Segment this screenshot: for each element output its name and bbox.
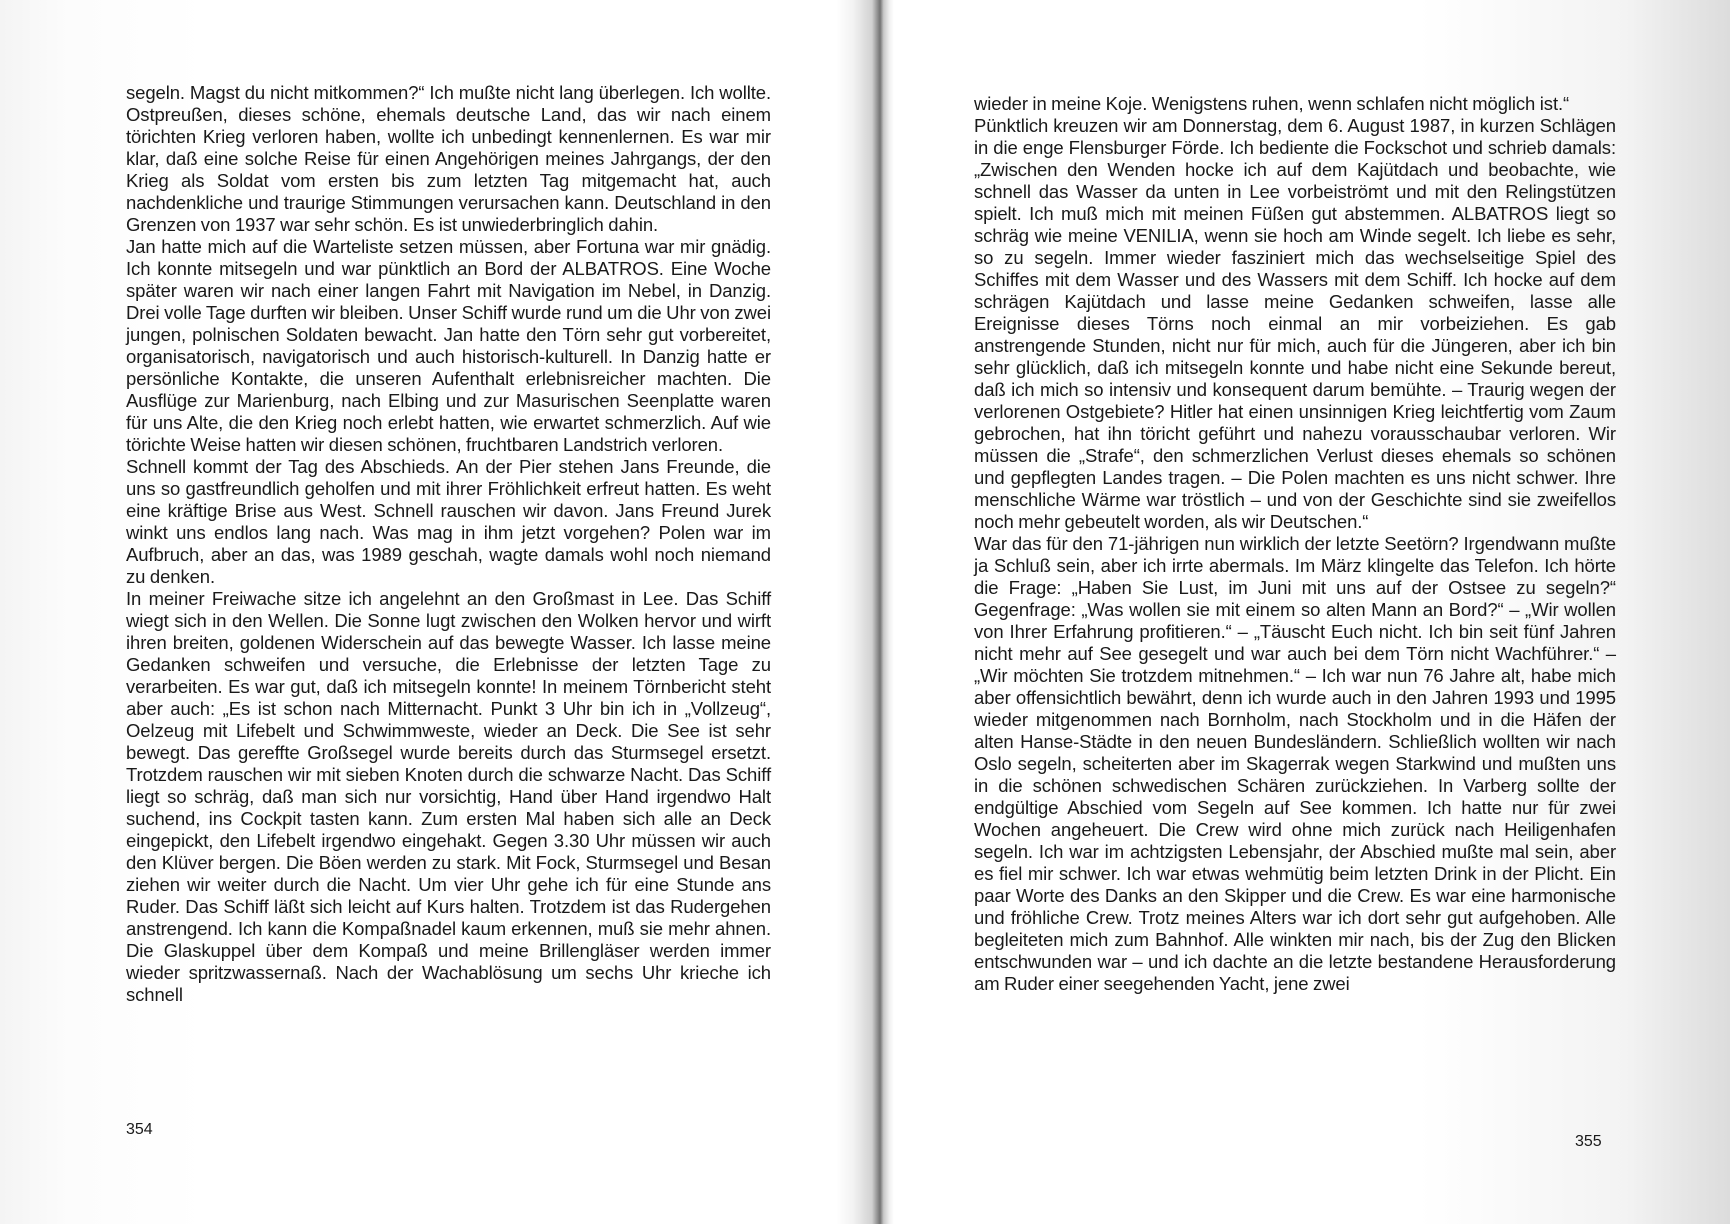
page-number: 354 — [126, 1121, 153, 1138]
paragraph: wieder in meine Koje. Wenigstens ruhen, wenn schlafen nicht möglich ist.“ — [974, 93, 1570, 114]
right-page — [866, 0, 1730, 1224]
left-page-text — [126, 82, 771, 1006]
page-number: 355 — [1575, 1133, 1602, 1150]
left-page — [0, 0, 862, 1224]
paragraph: segeln. Magst du nicht mitkommen?“ Ich mußte nicht lang überlegen. Ich wollte. Ostpreußen, dieses schöne, ehemals deutsche Land, das wir nach einem törichten Krieg verloren haben, wollte ich unbedingt kennenlernen. Es war mir klar, daß eine solche Reise für einen Angehörigen meines Jahrgangs, der den Krieg als Soldat vom ersten bis zum letzten Tag mitgemacht hat, auch nachdenkliche und traurige Stimmungen verursachen kann. Deutschland in den Grenzen von 1937 war sehr schön. Es ist unwiederbringlich dahin. — [126, 82, 771, 235]
paragraph: Jan hatte mich auf die Warteliste setzen müssen, aber Fortuna war mir gnädig. Ich konnte mitsegeln und war pünktlich an Bord der ALBATROS. Eine Woche später waren wir nach einer langen Fahrt mit Navigation im Nebel, in Danzig. Drei volle Tage durften wir bleiben. Unser Schiff wurde rund um die Uhr von zwei jungen, polnischen Soldaten bewacht. Jan hatte den Törn sehr gut vorbereitet, organisatorisch, navigatorisch und auch historisch-kulturell. In Danzig hatte er persönliche Kontakte, die unseren Aufenthalt erlebnisreicher machten. Die Ausflüge zur Marienburg, nach Elbing und zur Masurischen Seenplatte waren für uns Alte, die den Krieg noch erlebt hatten, wie erwartet schmerzlich. Auf wie törichte Weise hatten wir diesen schönen, fruchtbaren Landstrich verloren. — [126, 236, 771, 455]
paragraph: Pünktlich kreuzen wir am Donnerstag, dem 6. August 1987, in kurzen Schlägen in die enge Flensburger Förde. Ich bediente die Fockschot und schrieb damals: „Zwischen den Wenden hocke ich auf dem Kajütdach und beobachte, wie schnell das Wasser da unten in Lee vorbeiströmt und mit den Relingstützen spielt. Ich muß mich mit meinen Füßen gut abstemmen. ALBATROS liegt so schräg wie meine VENILIA, wenn sie hoch am Winde segelt. Ich liebe es sehr, so zu segeln. Immer wieder fasziniert mich das wechselseitige Spiel des Schiffes mit dem Wasser und des Wassers mit dem Schiff. Ich hocke auf dem schrägen Kajütdach und lasse meine Gedanken schweifen, lasse alle Ereignisse dieses Törns noch einmal an mir vorbeiziehen. Es gab anstrengende Stunden, nicht nur für mich, auch für die Jüngeren, aber ich bin sehr glücklich, daß ich mitsegeln konnte und habe nicht eine Sekunde bereut, daß ich mich so intensiv und konsequent darum bemühte. – Traurig wegen der verlorenen Ostgebiete? Hitler hat einen unsinnigen Krieg leichtfertig vom Zaum gebrochen, hat ihn töricht geführt und nahezu vorausschaubar verloren. Wir müssen die „Strafe“, den schmerzlichen Verlust dieses ehemals so schönen und gepflegten Landes tragen. – Die Polen machten es uns nicht schwer. Ihre menschliche Wärme war tröstlich – und von der Geschichte sind sie zweifellos noch mehr gebeutelt worden, als wir Deutschen.“ — [974, 115, 1616, 532]
right-page-text — [974, 93, 1616, 995]
book-gutter-shadow — [836, 0, 894, 1224]
paragraph: In meiner Freiwache sitze ich angelehnt an den Großmast in Lee. Das Schiff wiegt sich in den Wellen. Die Sonne lugt zwischen den Wolken hervor und wirft ihren breiten, goldenen Widerschein auf das bewegte Wasser. Ich lasse meine Gedanken schweifen und versuche, die Erlebnisse der letzten Tage zu verarbeiten. Es war gut, daß ich mitsegeln konnte! In meinem Törnbericht steht aber auch: „Es ist schon nach Mitternacht. Punkt 3 Uhr bin ich in „Vollzeug“, Oelzeug mit Lifebelt und Schwimmweste, wieder an Deck. Die See ist sehr bewegt. Das gereffte Großsegel wurde bereits durch das Sturmsegel ersetzt. Trotzdem rauschen wir mit sieben Knoten durch die schwarze Nacht. Das Schiff liegt so schräg, daß man sich nur vorsichtig, Hand über Hand irgendwo Halt suchend, ins Cockpit tasten kann. Zum ersten Mal haben sich alle an Deck eingepickt, den Lifebelt irgendwo eingehakt. Gegen 3.30 Uhr müssen wir auch den Klüver bergen. Die Böen werden zu stark. Mit Fock, Sturmsegel und Besan ziehen wir weiter durch die Nacht. Um vier Uhr gehe ich für eine Stunde ans Ruder. Das Schiff läßt sich leicht auf Kurs halten. Trotzdem ist das Rudergehen anstrengend. Ich kann die Kompaßnadel kaum erkennen, muß sie mehr ahnen. Die Glaskuppel über dem Kompaß und meine Brillengläser werden immer wieder spritzwassernaß. Nach der Wachablösung um sechs Uhr krieche ich schnell — [126, 588, 771, 1005]
paragraph: Schnell kommt der Tag des Abschieds. An der Pier stehen Jans Freunde, die uns so gastfreundlich geholfen und mit ihrer Fröhlichkeit erfreut hatten. Es weht eine kräftige Brise aus West. Schnell rauschen wir davon. Jans Freund Jurek winkt uns endlos lang nach. Was mag in ihm jetzt vorgehen? Polen war im Aufbruch, aber an das, was 1989 geschah, wagte damals wohl noch niemand zu denken. — [126, 456, 771, 587]
paragraph: War das für den 71-jährigen nun wirklich der letzte Seetörn? Irgendwann mußte ja Schluß sein, aber ich irrte abermals. Im März klingelte das Telefon. Ich hörte die Frage: „Haben Sie Lust, im Juni mit uns auf der Ostsee zu segeln?“ Gegenfrage: „Was wollen sie mit einem so alten Mann an Bord?“ – „Wir wollen von Ihrer Erfahrung profitieren.“ – „Täuscht Euch nicht. Ich bin seit fünf Jahren nicht mehr auf See gesegelt und war auch bei dem Törn nicht Wachführer.“ – „Wir möchten Sie trotzdem mitnehmen.“ – Ich war nun 76 Jahre alt, habe mich aber offensichtlich bewährt, denn ich wurde auch in den Jahren 1993 und 1995 wieder mitgenommen nach Bornholm, nach Stockholm und in die Häfen der alten Hanse-Städte in den neuen Bundesländern. Schließlich wollten wir nach Oslo segeln, scheiterten aber im Skagerrak wegen Starkwind und mußten uns in die schönen schwedischen Schären zurückziehen. In Varberg sollte der endgültige Abschied vom Segeln auf See kommen. Ich hatte nur für zwei Wochen angeheuert. Die Crew wird ohne mich zurück nach Heiligenhafen segeln. Ich war im achtzigsten Lebensjahr, der Abschied mußte mal sein, aber es fiel mir schwer. Ich war etwas wehmütig beim letzten Drink in der Plicht. Ein paar Worte des Danks an den Skipper und die Crew. Es war eine harmonische und fröhliche Crew. Trotz meines Alters war ich dort sehr gut aufgehoben. Alle begleiteten mich zum Bahnhof. Alle winkten mir nach, bis der Zug den Blicken entschwunden war – und ich dachte an die letzte bestandene Herausforderung am Ruder einer seegehenden Yacht, jene zwei — [974, 533, 1616, 994]
